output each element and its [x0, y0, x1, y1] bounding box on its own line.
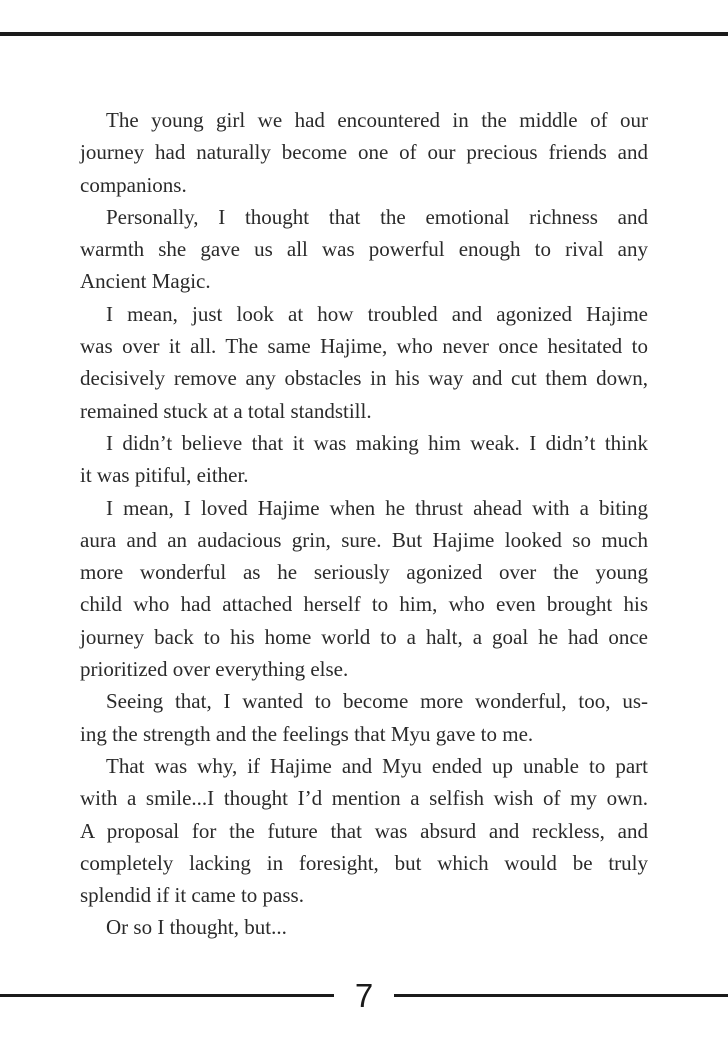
text-line: journey had naturally become one of our precious friends and [80, 140, 648, 165]
paragraph [80, 104, 648, 201]
text-line: with a smile...I thought I’d mention a selfish wish of my own. [80, 786, 648, 811]
text-line: companions. [80, 172, 187, 197]
paragraph [80, 298, 648, 427]
text-line: child who had attached herself to him, who even brought his [80, 592, 648, 617]
text-line: A proposal for the future that was absurd and reckless, and [80, 818, 648, 843]
text-line: I didn’t believe that it was making him weak. I didn’t think [106, 430, 648, 455]
text-line: I mean, I loved Hajime when he thrust ahead with a biting [106, 495, 648, 520]
text-line: Seeing that, I wanted to become more wonderful, too, us- [106, 689, 648, 714]
text-line: Ancient Magic. [80, 269, 211, 294]
text-line: decisively remove any obstacles in his way and cut them down, [80, 366, 648, 391]
paragraph [80, 427, 648, 492]
text-line: aura and an audacious grin, sure. But Hajime looked so much [80, 527, 648, 552]
text-line: completely lacking in foresight, but which would be truly [80, 850, 648, 875]
paragraph [80, 911, 648, 943]
text-line: The young girl we had encountered in the middle of our [106, 108, 648, 132]
paragraph [80, 750, 648, 911]
paragraph [80, 492, 648, 686]
paragraph [80, 685, 648, 750]
text-line: prioritized over everything else. [80, 657, 349, 682]
text-line: more wonderful as he seriously agonized over the young [80, 560, 648, 585]
page-footer [0, 976, 728, 1014]
paragraph [80, 201, 648, 298]
text-line: Personally, I thought that the emotional richness and [106, 204, 648, 229]
page-number: 7 [354, 976, 374, 1014]
text-line: warmth she gave us all was powerful enough to rival any [80, 237, 648, 262]
page-text-body [80, 104, 648, 944]
text-line: That was why, if Hajime and Myu ended up unable to part [106, 753, 648, 778]
footer-rule-right [394, 994, 728, 997]
top-divider-rule [0, 32, 728, 36]
footer-rule-left [0, 994, 334, 997]
text-line: splendid if it came to pass. [80, 883, 304, 908]
text-line: remained stuck at a total standstill. [80, 398, 372, 423]
text-line: I mean, just look at how troubled and agonized Hajime [106, 301, 648, 326]
text-line: was over it all. The same Hajime, who never once hesitated to [80, 334, 648, 359]
text-line: it was pitiful, either. [80, 463, 249, 488]
text-line: ing the strength and the feelings that Myu gave to me. [80, 721, 534, 746]
text-line: journey back to his home world to a halt, a goal he had once [80, 624, 648, 649]
text-line: Or so I thought, but... [106, 915, 287, 940]
